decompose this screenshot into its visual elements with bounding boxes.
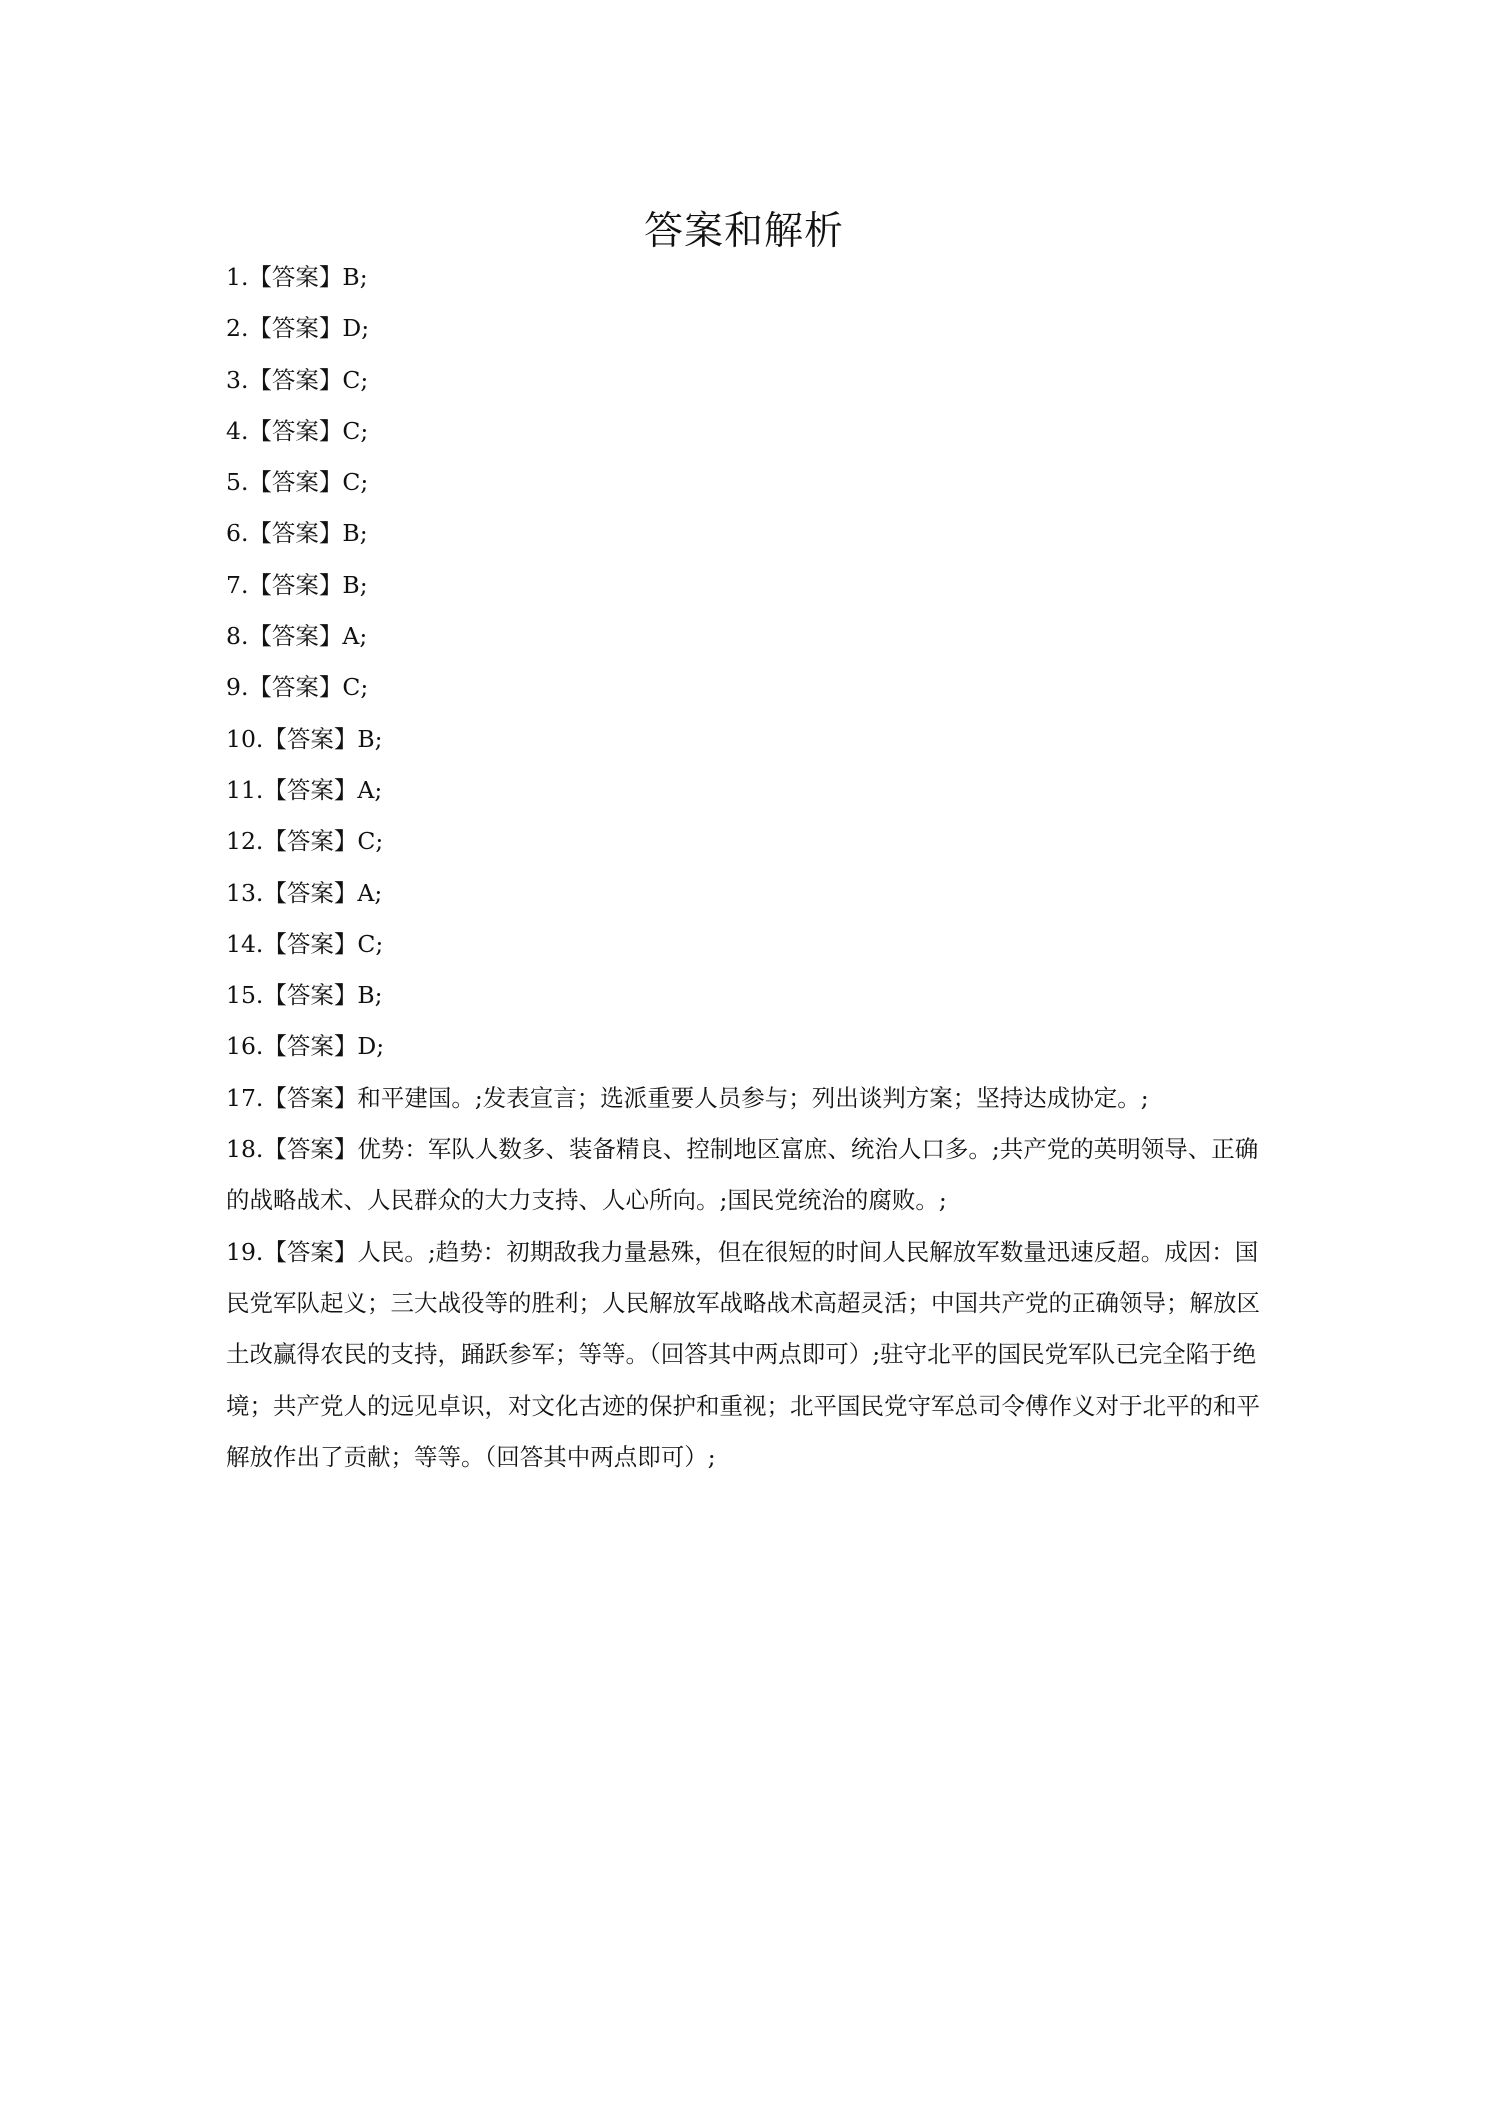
answer-number: 1. (226, 263, 249, 291)
answer-text: 人民。;趋势：初期敌我力量悬殊，但在很短的时间人民解放军数量迅速反超。成因：国民党军队起义；三大战役等的胜利；人民解放军战略战术高超灵活；中国共产党的正确领导；解放区土改赢得农民的支持，踊跃参军；等等。（回答其中两点即可）;驻守北平的国民党军队已完全陷于绝境；共产党人的远见卓识，对文化古迹的保护和重视；北平国民党守军总司令傅作义对于北平的和平解放作出了贡献；等等。（回答其中两点即可）; (226, 1237, 1260, 1471)
answer-tag: 【答案】 (248, 365, 343, 394)
answer-text: C; (342, 673, 369, 702)
answer-number: 3. (226, 365, 249, 394)
answer-number: 15. (226, 981, 264, 1010)
answer-number: 13. (226, 878, 264, 907)
answer-tag: 【答案】 (248, 314, 343, 343)
answer-item (226, 662, 1266, 713)
answer-item (226, 868, 1266, 919)
answer-tag: 【答案】 (263, 1032, 358, 1061)
answer-item (226, 1124, 1266, 1227)
answer-item (226, 406, 1266, 457)
answer-tag: 【答案】 (248, 673, 343, 702)
answer-item (226, 970, 1266, 1021)
answer-number: 9. (226, 673, 249, 702)
answer-tag: 【答案】 (263, 1135, 358, 1164)
answer-item (226, 1021, 1266, 1072)
answer-tag: 【答案】 (263, 929, 358, 958)
answer-tag: 【答案】 (248, 570, 343, 599)
answer-number: 7. (226, 570, 249, 599)
answer-text: A; (357, 878, 383, 907)
answer-text: C; (357, 929, 384, 958)
answer-number: 10. (226, 724, 264, 753)
answer-item (226, 303, 1266, 354)
answer-number: 8. (226, 622, 249, 651)
answer-tag: 【答案】 (263, 724, 358, 753)
answer-number: 18. (226, 1135, 264, 1164)
answer-tag: 【答案】 (263, 878, 358, 907)
answer-text: B; (357, 724, 383, 753)
answer-text: C; (357, 827, 384, 856)
answer-text: D; (342, 314, 370, 343)
answer-tag: 【答案】 (263, 775, 358, 804)
answer-number: 12. (226, 827, 264, 856)
page-title: 答案和解析 (643, 209, 844, 255)
answer-text: B; (342, 570, 368, 599)
answer-item (226, 714, 1266, 765)
answer-text: C; (342, 416, 369, 445)
answer-number: 2. (226, 314, 249, 343)
answer-text: A; (342, 622, 368, 651)
answer-item (226, 611, 1266, 662)
answer-number: 6. (226, 519, 249, 548)
answer-text: D; (357, 1032, 385, 1061)
answer-text: B; (342, 519, 368, 548)
answer-text: C; (342, 365, 369, 394)
answer-number: 11. (226, 775, 264, 804)
answer-tag: 【答案】 (263, 981, 358, 1010)
answer-number: 19. (226, 1237, 264, 1266)
answer-tag: 【答案】 (263, 1083, 358, 1112)
answer-tag: 【答案】 (263, 827, 358, 856)
answer-number: 14. (226, 929, 264, 958)
answer-text: 优势：军队人数多、装备精良、控制地区富庶、统治人口多。;共产党的英明领导、正确的战略战术、人民群众的大力支持、人心所向。;国民党统治的腐败。; (226, 1135, 1259, 1215)
answer-item (226, 1227, 1266, 1483)
answer-item (226, 508, 1266, 559)
answer-number: 17. (226, 1083, 264, 1112)
answer-text: C; (342, 468, 369, 497)
answer-text: 和平建国。;发表宣言；选派重要人员参与；列出谈判方案；坚持达成协定。; (357, 1083, 1149, 1112)
answer-item (226, 560, 1266, 611)
answer-tag: 【答案】 (248, 468, 343, 497)
answer-item (226, 252, 1266, 303)
answer-tag: 【答案】 (248, 622, 343, 651)
answer-number: 16. (226, 1032, 264, 1061)
answer-number: 5. (226, 468, 249, 497)
answer-item (226, 816, 1266, 867)
answer-item (226, 457, 1266, 508)
answer-tag: 【答案】 (248, 416, 343, 445)
answer-tag: 【答案】 (248, 263, 343, 291)
answer-tag: 【答案】 (263, 1237, 358, 1266)
answer-text: A; (357, 775, 383, 804)
answer-item (226, 765, 1266, 816)
answer-item (226, 1073, 1266, 1124)
answer-item (226, 355, 1266, 406)
answer-number: 4. (226, 416, 249, 445)
answer-item (226, 919, 1266, 970)
answer-tag: 【答案】 (248, 519, 343, 548)
answer-text: B; (357, 981, 383, 1010)
answer-list (226, 252, 1266, 1483)
answer-text: B; (342, 263, 368, 291)
